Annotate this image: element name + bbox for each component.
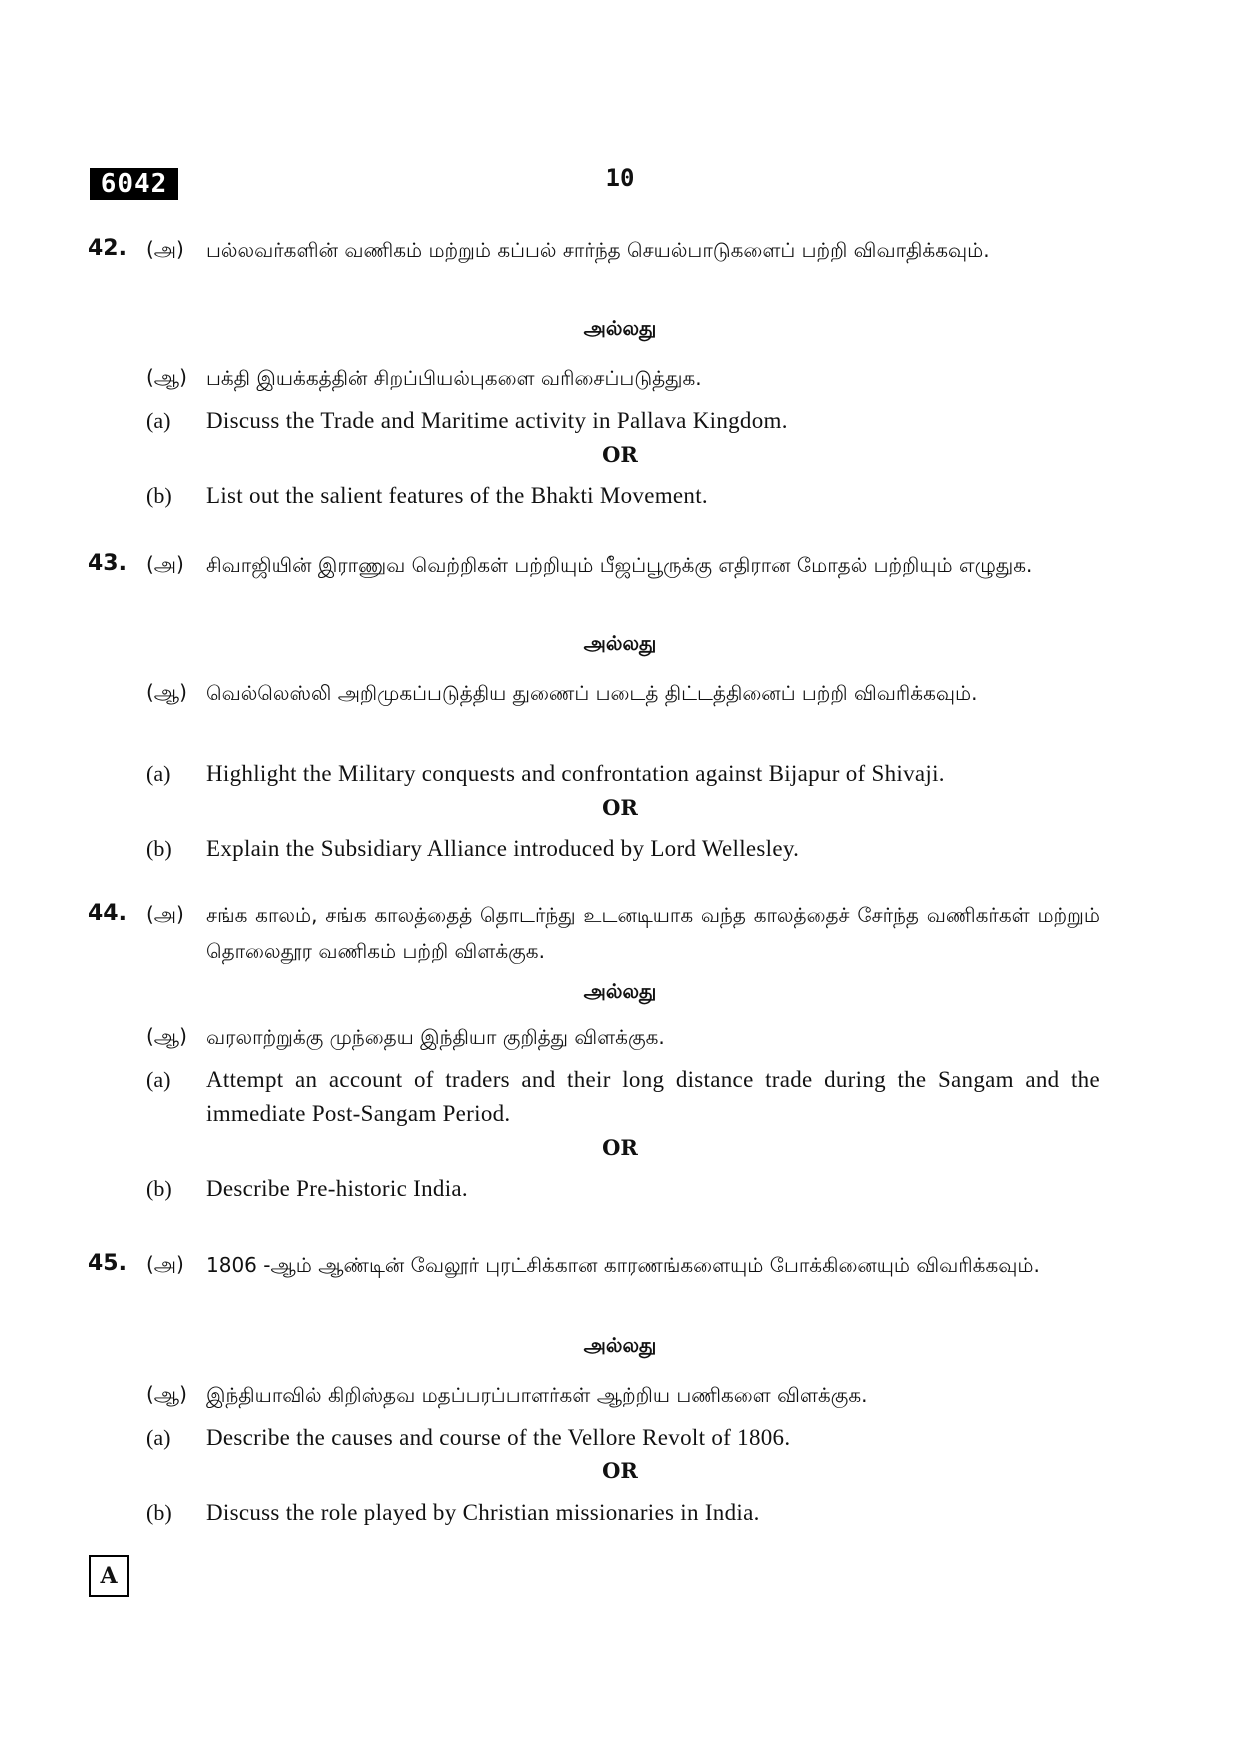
option-marker: (b) xyxy=(146,1500,172,1525)
option-marker: (ஆ) xyxy=(146,1382,187,1406)
tamil-or-divider: அல்லது xyxy=(583,316,657,340)
english-or-divider: OR xyxy=(602,1458,638,1483)
option-marker: (அ) xyxy=(146,1252,184,1276)
english-or-divider: OR xyxy=(602,1135,638,1160)
option-text: பக்தி இயக்கத்தின் சிறப்பியல்புகளை வரிசைப்படுத்துக. xyxy=(206,366,702,390)
option-marker: (அ) xyxy=(146,902,184,926)
option-marker: (a) xyxy=(146,408,171,433)
option-marker: (அ) xyxy=(146,552,184,576)
tamil-or-divider: அல்லது xyxy=(583,631,657,655)
option-marker: (a) xyxy=(146,761,171,786)
english-or-divider: OR xyxy=(602,795,638,820)
tamil-or-divider: அல்லது xyxy=(583,979,657,1003)
option-text: சிவாஜியின் இராணுவ வெற்றிகள் பற்றியும் பீஜப்பூருக்கு எதிரான மோதல் பற்றியும் எழுதுக. xyxy=(206,553,1033,577)
option-text: பல்லவர்களின் வணிகம் மற்றும் கப்பல் சார்ந்த செயல்பாடுகளைப் பற்றி விவாதிக்கவும். xyxy=(206,238,990,262)
option-marker: (b) xyxy=(146,1176,172,1201)
option-marker: (b) xyxy=(146,836,172,861)
option-marker: (அ) xyxy=(146,237,184,261)
english-or-divider: OR xyxy=(602,442,638,467)
option-text: Discuss the role played by Christian missionaries in India. xyxy=(206,1500,760,1525)
option-marker: (ஆ) xyxy=(146,365,187,389)
option-marker: (ஆ) xyxy=(146,1024,187,1048)
question-number: 42. xyxy=(88,236,127,261)
option-text: வரலாற்றுக்கு முந்தைய இந்தியா குறித்து விளக்குக. xyxy=(206,1025,665,1049)
option-marker: (a) xyxy=(146,1067,171,1092)
option-marker: (b) xyxy=(146,483,172,508)
option-text: Attempt an account of traders and their long distance trade during the Sangam and the immediate Post-Sangam Period. xyxy=(206,1067,1100,1126)
page-number: 10 xyxy=(605,164,635,192)
option-text: List out the salient features of the Bhakti Movement. xyxy=(206,483,708,508)
option-text: Explain the Subsidiary Alliance introduced by Lord Wellesley. xyxy=(206,836,800,861)
option-text: சங்க காலம், சங்க காலத்தைத் தொடர்ந்து உடனடியாக வந்த காலத்தைச் சேர்ந்த வணிகர்கள் மற்றும் தொலைதூர வணிகம் பற்றி விளக்குக. xyxy=(206,903,1100,963)
paper-code-badge: 6042 xyxy=(90,168,178,200)
option-text: வெல்லெஸ்லி அறிமுகப்படுத்திய துணைப் படைத் திட்டத்தினைப் பற்றி விவரிக்கவும். xyxy=(206,681,978,705)
question-number: 45. xyxy=(88,1251,127,1276)
option-text: Discuss the Trade and Maritime activity in Pallava Kingdom. xyxy=(206,408,788,433)
option-text: இந்தியாவில் கிறிஸ்தவ மதப்பரப்பாளர்கள் ஆற்றிய பணிகளை விளக்குக. xyxy=(206,1383,868,1407)
option-text: Describe the causes and course of the Vellore Revolt of 1806. xyxy=(206,1425,791,1450)
option-text: 1806 -ஆம் ஆண்டின் வேலூர் புரட்சிக்கான காரணங்களையும் போக்கினையும் விவரிக்கவும். xyxy=(206,1253,1040,1277)
question-number: 44. xyxy=(88,901,127,926)
option-text: Describe Pre-historic India. xyxy=(206,1176,468,1201)
option-text: Highlight the Military conquests and confrontation against Bijapur of Shivaji. xyxy=(206,761,945,786)
option-marker: (a) xyxy=(146,1425,171,1450)
option-marker: (ஆ) xyxy=(146,680,187,704)
question-number: 43. xyxy=(88,551,127,576)
version-mark-box: A xyxy=(89,1555,129,1597)
tamil-or-divider: அல்லது xyxy=(583,1333,657,1357)
